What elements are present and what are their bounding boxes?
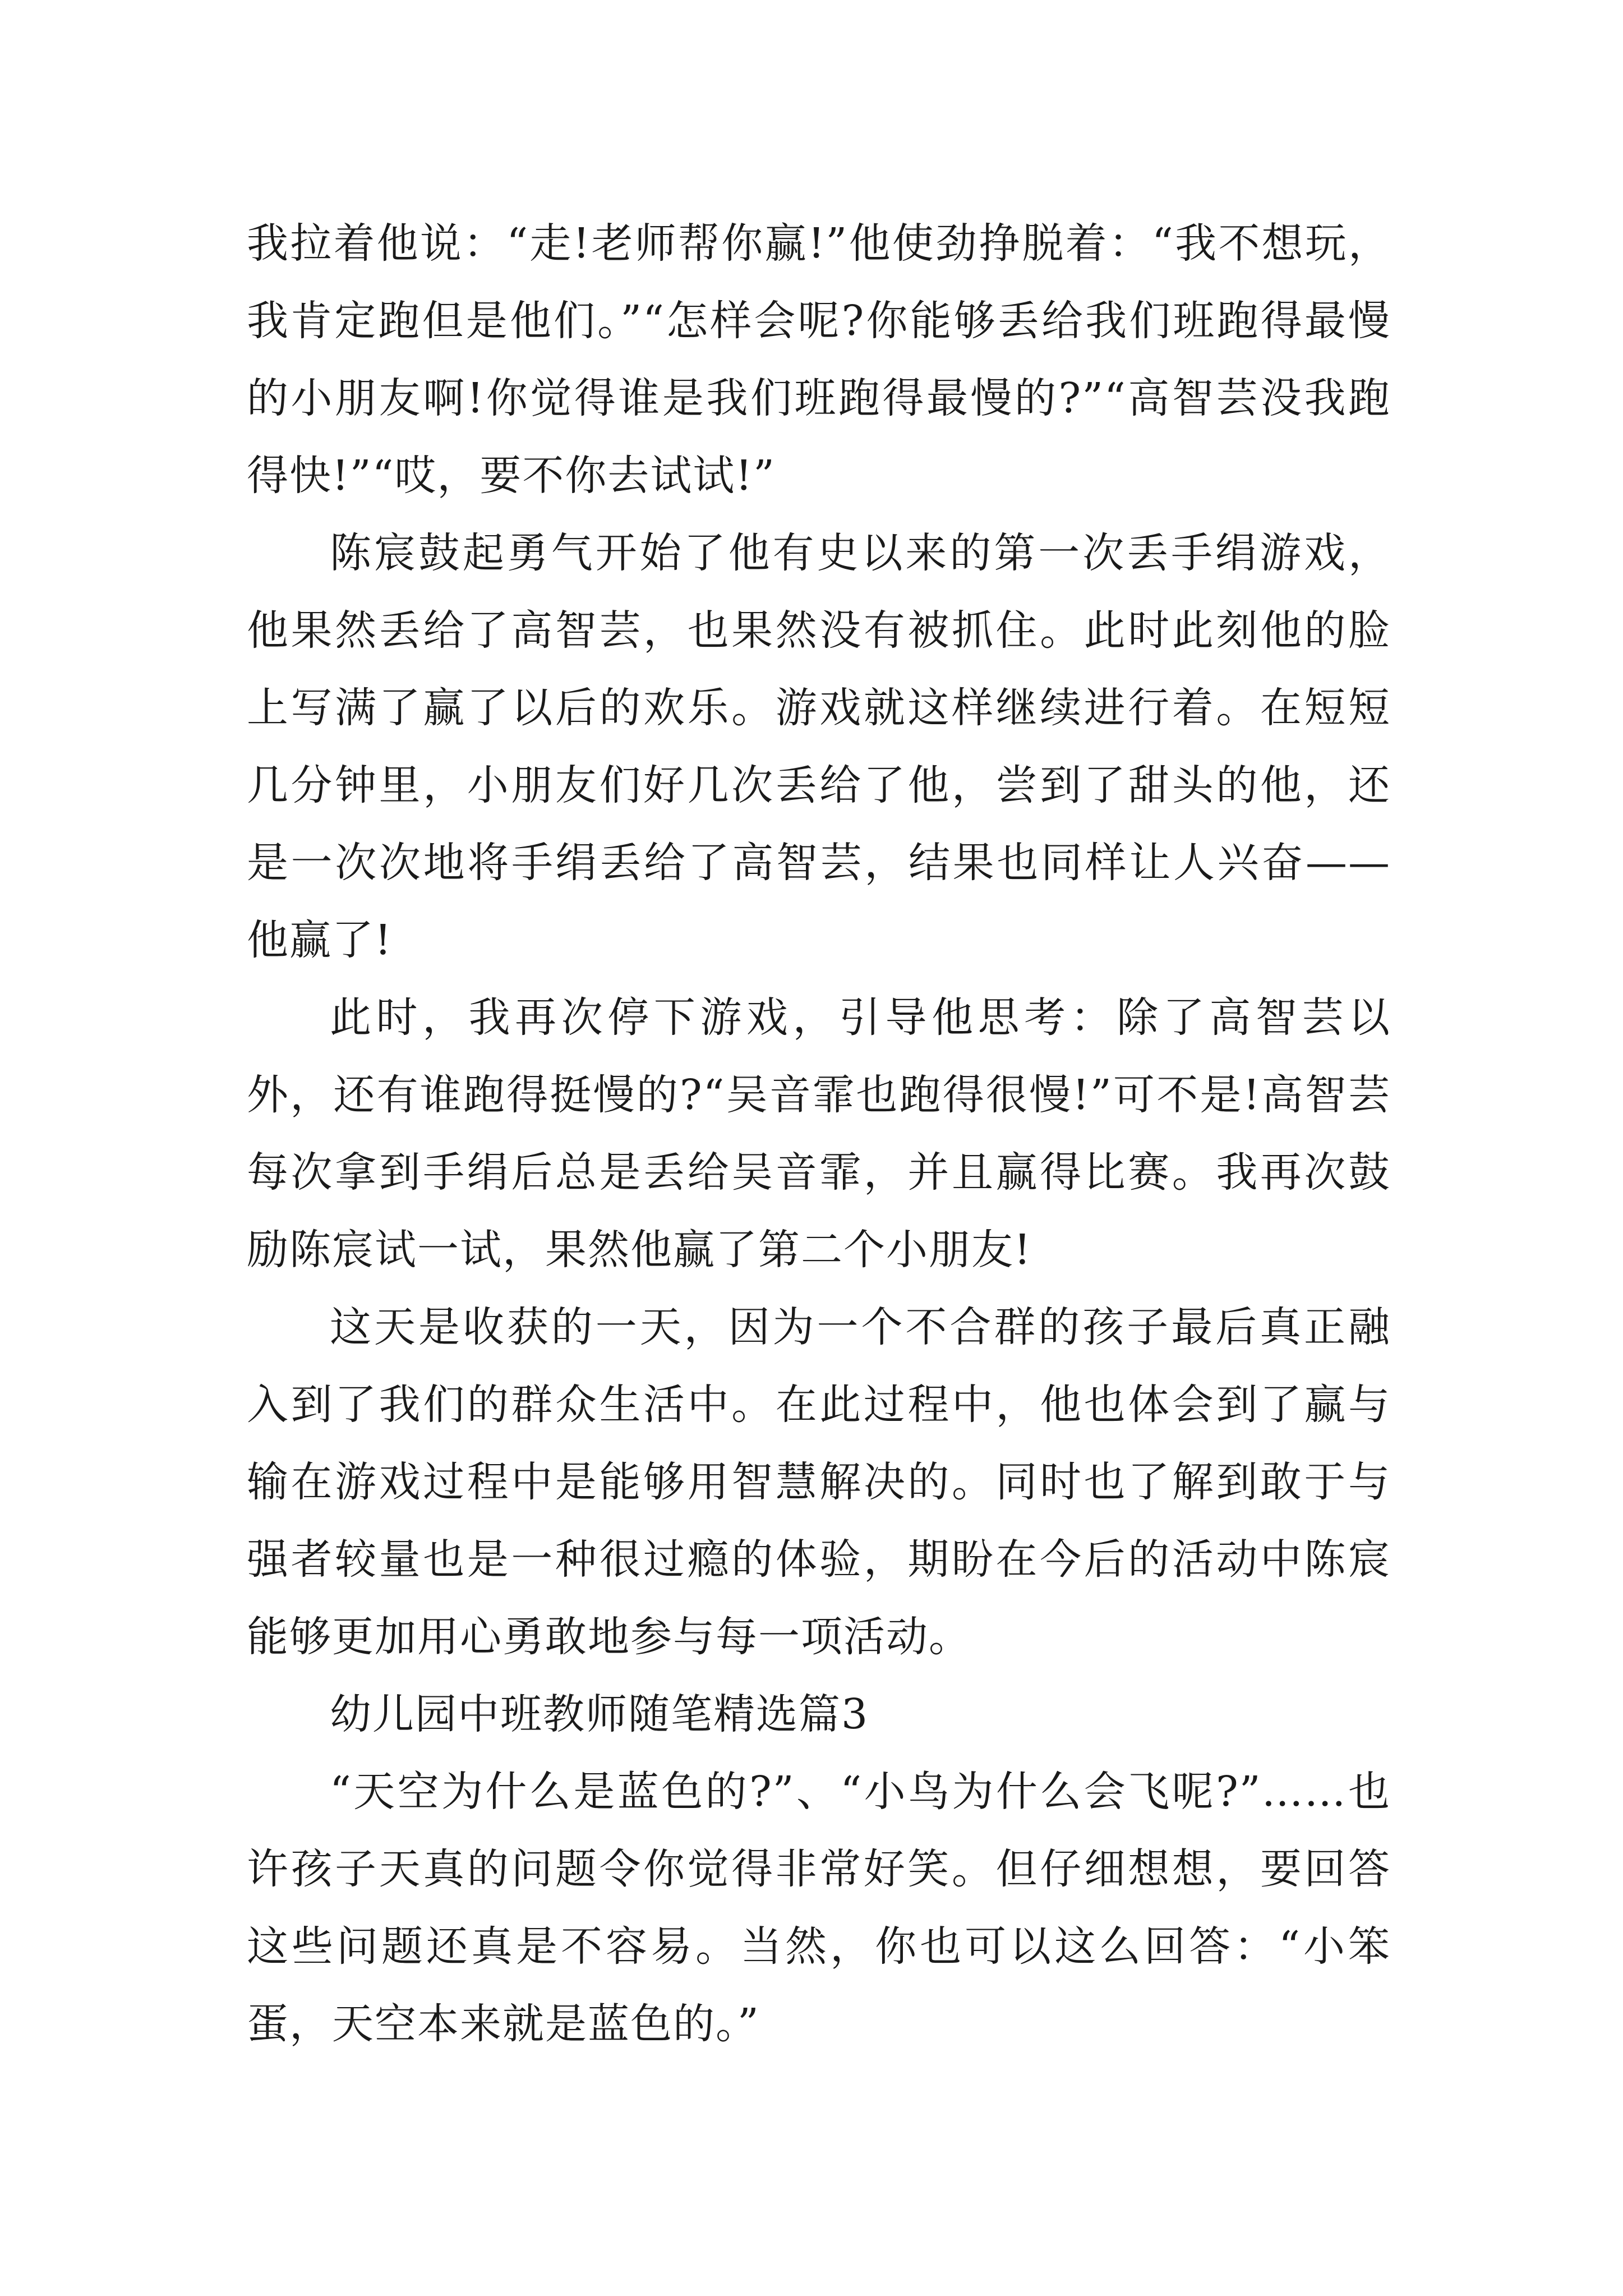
section-heading: 幼儿园中班教师随笔精选篇3 <box>330 1690 869 1738</box>
paragraph-questions: “天空为什么是蓝色的?”、“小鸟为什么会飞呢?”……也许孩子天真的问题令你觉得非常好笑。但仔细想想，要回答这些问题还真是不容易。当然，你也可以这么回答：“小笨蛋，天空本来就是蓝色的。” <box>247 1768 1391 2048</box>
paragraph-first-game: 陈宸鼓起勇气开始了他有史以来的第一次丢手绢游戏，他果然丢给了高智芸，也果然没有被抓住。此时此刻他的脸上写满了赢了以后的欢乐。游戏就这样继续进行着。在短短几分钟里，小朋友们好几次丢给了他，尝到了甜头的他，还是一次次地将手绢丢给了高智芸，结果也同样让人兴奋——他赢了! <box>247 529 1391 964</box>
document-body <box>247 205 1391 2063</box>
paragraph-second-win: 此时，我再次停下游戏，引导他思考：除了高智芸以外，还有谁跑得挺慢的?“吴音霏也跑得很慢!”可不是!高智芸每次拿到手绢后总是丢给吴音霏，并且赢得比赛。我再次鼓励陈宸试一试，果然他赢了第二个小朋友! <box>247 993 1391 1274</box>
paragraph-dialogue: 我拉着他说：“走!老师帮你赢!”他使劲挣脱着：“我不想玩，我肯定跑但是他们。”“怎样会呢?你能够丢给我们班跑得最慢的小朋友啊!你觉得谁是我们班跑得最慢的?”“高智芸没我跑得快!”“哎，要不你去试试!” <box>247 219 1391 500</box>
paragraph-reflection: 这天是收获的一天，因为一个不合群的孩子最后真正融入到了我们的群众生活中。在此过程中，他也体会到了赢与输在游戏过程中是能够用智慧解决的。同时也了解到敢于与强者较量也是一种很过瘾的体验，期盼在今后的活动中陈宸能够更加用心勇敢地参与每一项活动。 <box>247 1303 1391 1661</box>
